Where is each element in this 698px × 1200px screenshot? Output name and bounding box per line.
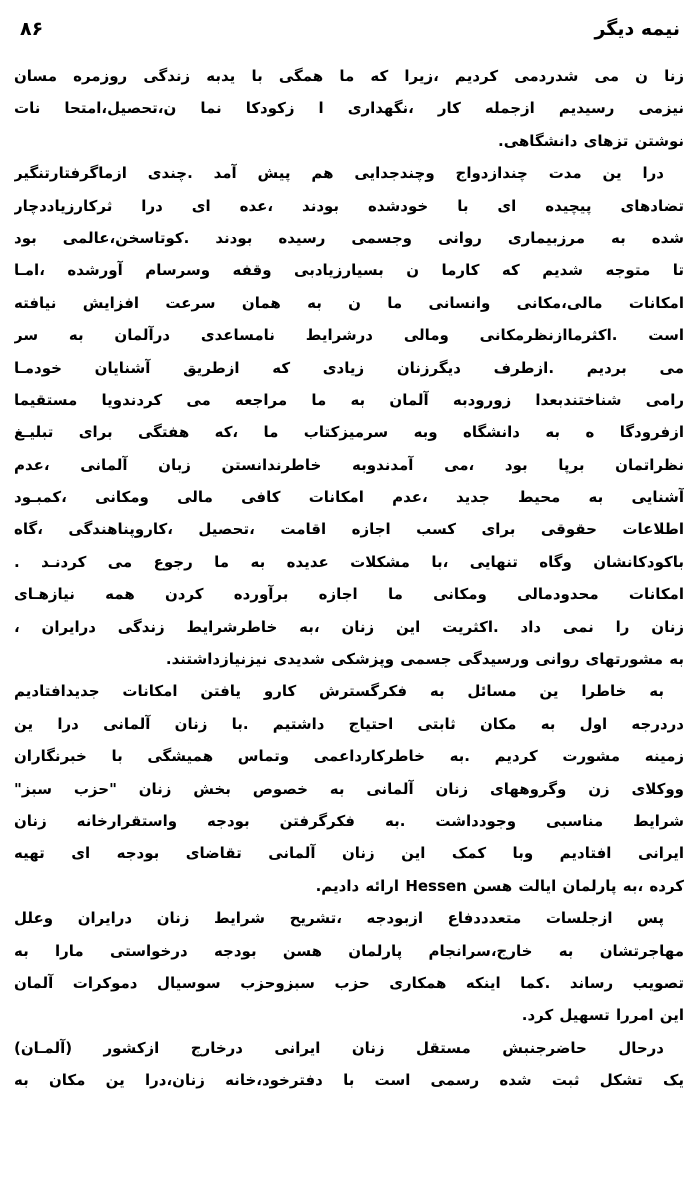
text-line: این امررا تسهیل کرد. — [521, 1006, 684, 1025]
text-line: نوشتن تزهای دانشگاهی. — [498, 131, 684, 150]
paragraph — [14, 675, 684, 902]
running-title: نیمه دیگر — [594, 18, 680, 40]
text-line: نظراتمان برپا بود ،می آمدندوبه خاطرندانستن زبان آلمانی ،عدم — [14, 455, 684, 474]
text-line: می بردیم .ازطرف دیگرزنان زیادی که ازطریق آشنایان خودمـا — [14, 358, 684, 377]
paragraph — [14, 60, 684, 157]
text-line: تا متوجه شدیم که کارما ن بسیارزیادبی وقفه وسرسام آورشده ،امـا — [14, 261, 684, 280]
text-line: ایرانی افتادیم وبا کمک این زنان آلمانی تقاضای بودجه ای تهیه — [14, 844, 684, 863]
text-line: شده به مرزبیماری روانی وجسمی رسیده بودند .کوتاسخن،عالمی بود — [14, 228, 684, 247]
text-line: آشنایی به محیط جدید ،عدم امکانات کافی مالی ومکانی ،کمبـود — [14, 488, 684, 507]
text-line: باکودکانشان وگاه تنهایی ،با مشکلات عدیده به ما رجوع می کردنـد . — [14, 552, 684, 571]
page-header — [20, 14, 680, 48]
text-line: درا ین مدت چندازدواج وچندجدایی هم پیش آمد .چندی ازماگرفتارتنگیر — [14, 164, 664, 183]
text-line: امکانات محدودمالی ومکانی ما اجازه برآورده کردن همه نیازهـای — [14, 585, 684, 604]
text-line: زنا ن می شدردمی کردیم ،زیرا که ما همگی با یدبه زندگی روزمره مسان — [14, 67, 684, 85]
text-line: رامی شناختندبعدا زورودبه آلمان به ما مراجعه می کردندویا مستقیما — [14, 390, 684, 409]
text-line: تضادهای پیچیده ای با خودشده بودند ،عده ای درا ثرکارزیاددچار — [14, 196, 684, 215]
text-line: ازفرودگا ه به دانشگاه وبه سرمیزکتاب ما ،که هفتگی برای تبلیـغ — [14, 423, 684, 442]
body-text — [14, 60, 684, 1097]
text-line: شرایط مناسبی وجودداشت .به فکرگرفتن بودجه واستقرارخانه زنان — [14, 811, 684, 830]
text-line: یک تشکل ثبت شده رسمی است با دفترخود،خانه زنان،درا ین مکان به — [14, 1071, 684, 1090]
text-line: زنان را نمی داد .اکثریت این زنان ،به خاطرشرایط زندگی درایران ، — [14, 617, 684, 636]
text-line: اطلاعات حقوقی برای کسب اجازه اقامت ،تحصیل ،کاروپناهندگی ،گاه — [14, 520, 684, 539]
text-line: مهاجرتشان به خارج،سرانجام پارلمان هسن بودجه درخواستی مارا به — [14, 941, 684, 960]
text-line: به خاطرا ین مسائل به فکرگسترش کارو یافتن امکانات جدیدافتادیم — [14, 682, 664, 701]
paragraph — [14, 157, 684, 675]
text-line: دردرجه اول به مکان ثابتی احتیاج داشتیم .با زنان آلمانی درا ین — [14, 714, 684, 733]
page-number: ۸۶ — [20, 18, 44, 40]
text-line: کرده ،به پارلمان ایالت هسن Hessen ارائه دادیم. — [315, 876, 684, 895]
text-line: ووکلای زن وگروههای زنان آلمانی به خصوص بخش زنان "حزب سبز" — [14, 779, 684, 798]
text-line: زمینه مشورت کردیم .به خاطرکارداعمی وتماس همیشگی با خبرنگاران — [14, 747, 684, 766]
text-line: پس ازجلسات متعدددفاع ازبودجه ،تشریح شرایط زنان درایران وعلل — [14, 909, 664, 928]
paragraph — [14, 1032, 684, 1097]
text-line: به مشورتهای روانی ورسیدگی جسمی وپزشکی شدیدی نیزنیازداشتند. — [165, 650, 684, 669]
text-line: نیزمی رسیدیم ازجمله کار ،نگهداری ا زکودکا نما ن،تحصیل،امتحا نات — [14, 99, 684, 118]
text-line: است .اکثرماازنظرمکانی ومالی درشرایط نامساعدی درآلمان به سر — [14, 326, 684, 345]
text-line: درحال حاضرجنبش مستقل زنان ایرانی درخارج ازکشور (آلمـان) — [14, 1038, 664, 1057]
paragraph — [14, 902, 684, 1032]
text-line: تصویب رساند .کما اینکه همکاری حزب سبزوحزب سوسیال دموکرات آلمان — [14, 973, 684, 992]
text-line: امکانات مالی،مکانی وانسانی ما ن به همان سرعت افزایش نیافته — [14, 293, 684, 312]
